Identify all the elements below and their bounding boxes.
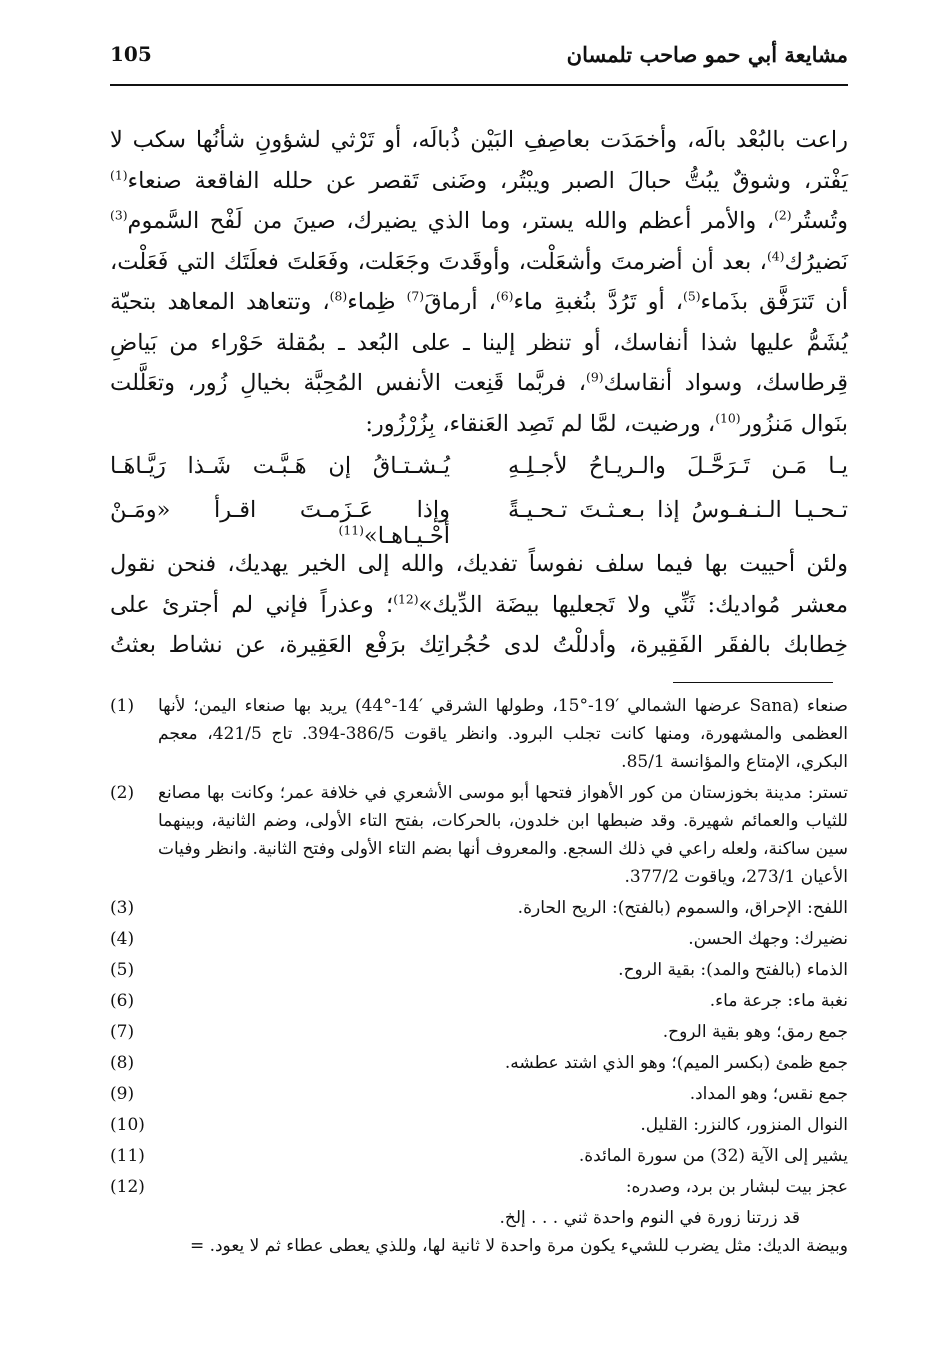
- footnote-text: جمع نقس؛ وهو المداد.: [689, 1084, 848, 1104]
- footnote: [110, 1049, 848, 1077]
- paragraph-2: [110, 544, 848, 666]
- footnote-text: يشير إلى الآية (32) من سورة المائدة.: [578, 1146, 848, 1166]
- footnote: [110, 1142, 848, 1170]
- footnote-number: [110, 1049, 158, 1077]
- verse-2-first-hemistich: تـحـيـا الـنـفـوسُ إذا بـعـثـتَ تـحـيـةً: [508, 497, 848, 523]
- footnote-number: [110, 1018, 158, 1046]
- footnote-number-label: (8): [110, 1053, 135, 1073]
- text-run: ، والأمر أعظم والله يستر، وما الذي يضيرك، صينَ من لَفْح السَّموم: [127, 208, 775, 234]
- footnote-number-label: (4): [110, 929, 135, 949]
- text-run: وتُستُر: [791, 208, 848, 234]
- text-run: ظِماء: [347, 289, 407, 315]
- footnote-text: عجز بيت لبشار بن برد، وصدره:: [625, 1177, 848, 1197]
- footnote-text: جمع رمق؛ وهو بقية الروح.: [662, 1022, 848, 1042]
- footnote: [110, 1111, 848, 1139]
- footnote-number-label: (10): [110, 1115, 145, 1135]
- footnote-ref: (6): [495, 289, 514, 304]
- footnotes: [110, 692, 848, 1260]
- footnote-number-label: (5): [110, 960, 135, 980]
- footnote-text: صنعاء (Sana عرضها الشمالي ′19-°15، وطولها الشرقي ′14-°44) يريد بها صنعاء اليمن؛ لأنها العظمى والمشهورة، ومنها كانت تجلب البرود. وانظر ياقوت 386/5-394. تاج 421/5، معجم البكري، الإمتاع والمؤانسة 85/1.: [158, 696, 848, 772]
- text-run: ، ورضيت، لمَّا لم تَصِد العَنقاء، بِزُرْزُور:: [365, 410, 716, 437]
- main-prose: [110, 120, 848, 444]
- text-run: ولئن أحييت بها فيما سلف نفوساً تفديك، والله إلى الخير يهديك، فنحن نقول معشر مُواديك: ثَنِّي ولا تَجعليها بيضَة الدِّيك»: [110, 551, 848, 618]
- text-run: ، أو تَرُدَّ بنُغبةِ ماء: [513, 289, 684, 315]
- page-header: [110, 36, 848, 76]
- footnote: [110, 692, 848, 776]
- footnote-number-label: (9): [110, 1084, 135, 1104]
- footnote-number-label: (11): [110, 1146, 145, 1166]
- footnote-ref: (11): [338, 523, 364, 538]
- footnote-number-label: (3): [110, 898, 135, 918]
- footnote-ref: (1): [110, 168, 128, 182]
- footnote: [110, 1173, 848, 1201]
- footnote-number-label: (6): [110, 991, 135, 1011]
- text-run: ، وتتعاهد المعاهد بتحيّة يُشَمُّ عليها شذا أنفاسك، أو تنظر إلينا ـ على البُعد ـ بمُقلة حَوْراء من بَياضِ قِرطاسك، وسواد أنقاسك: [110, 289, 848, 396]
- footnote-separator: [673, 682, 833, 683]
- hemistich-text: وإذا عَـزَمـتَ اقـرأ «ومَـنْ أحْـيـاهـا»: [110, 497, 450, 549]
- footnote: [110, 1018, 848, 1046]
- footnote: [110, 925, 848, 953]
- footnote-ref: (9): [586, 370, 604, 385]
- footnote-text: نغبة ماء: جرعة ماء.: [709, 991, 848, 1011]
- footnote: [110, 956, 848, 984]
- footnote-text: اللفح: الإحراق، والسموم (بالفتح): الريح الحارة.: [517, 898, 848, 918]
- poem-verse-2: [110, 497, 848, 549]
- footnote-number: [110, 987, 158, 1015]
- footnote-number: [110, 894, 158, 922]
- footnote-number: [110, 956, 158, 984]
- footnote-number-label: (2): [110, 783, 135, 803]
- footnote-text: النوال المنزور، كالنزر: القليل.: [640, 1115, 848, 1135]
- text-run: راعت بالبُعْد بالَه، وأخمَدَت بعاصِفِ البَيْن ذُبالَه، أو تَرْثي لشؤونِ شأنُها سكب لا يَفْتر، وشوقٌ يبُتُّ حبالَ الصبر ويبْتُر، وضَنى تَقصر عن حلله الفاقعة صنعاء: [110, 127, 848, 194]
- footnote-number: [110, 692, 158, 776]
- footnote-number: [110, 1080, 158, 1108]
- footnote-text: جمع ظمئ (بكسر الميم)؛ وهو الذي اشتد عطشه.: [504, 1053, 848, 1073]
- footnote-continuation: وبيضة الديك: مثل يضرب للشيء يكون مرة واحدة لا ثانية لها، وللذي يعطى عطاء ثم لا يعود. =: [189, 1236, 848, 1256]
- page-number: 105: [110, 42, 152, 66]
- footnote-ref: (5): [683, 289, 701, 304]
- footnote-number: [110, 779, 158, 891]
- footnote-text: تستر: مدينة بخوزستان من كور الأهواز فتحها أبو موسى الأشعري في خلافة عمر؛ وكانت بها مصانع للثياب والعمائم شهيرة. وقد ضبطها ابن خلدون، بالحركات، بفتح التاء الأولى، وضم الثانية، وبينهما سين ساكنة، ولعله راعي في ذلك السجع. والمعروف أنها بضم التاء الأولى وفتح الثانية. وانظر وفيات الأعيان 273/1، وياقوت 377/2.: [158, 783, 848, 887]
- footnote-number: [110, 1111, 158, 1139]
- footnote-number: [110, 925, 158, 953]
- footnote-ref: (8): [329, 289, 348, 304]
- footnote-text: نضيرك: وجهك الحسن.: [688, 929, 848, 949]
- header-rule: [110, 84, 848, 86]
- footnote-text: الذماء (بالفتح والمد): بقية الروح.: [618, 960, 848, 980]
- poem-verse-1: [110, 453, 848, 493]
- footnote-ref: (2): [774, 208, 792, 223]
- footnote-number: [110, 1142, 158, 1170]
- text-run: ؛ وعذراً فإني لم أجترئ على خِطابك بالفقَر الفَقِيرة، وأدللْتُ لدى حُجُراتِك برَفْع العَقِيرة، عن نشاط بعثتُ: [110, 591, 848, 658]
- footnote-ref: (3): [110, 208, 128, 223]
- footnote-quoted-verse: قد زرتنا زورة في النوم واحدة ثني . . . إلخ.: [499, 1208, 800, 1228]
- verse-1-first-hemistich: يـا مَـن تَـرَحَّـلَ والـريـاحُ لأجـلِـهِ: [508, 453, 848, 479]
- footnote: [110, 894, 848, 922]
- text-run: ، بعد أن أضرمتَ وأشعَلْت، وأوقَدتَ وجَعَلت، وفَعَلتَ فعلَتَك التي فَعَلْت، أن تَترَفَّق بذَماء: [110, 248, 848, 315]
- footnote-number-label: (12): [110, 1177, 145, 1197]
- text-run: ، فربَّما قَنِعت الأنفس المُحِبَّة بخيالِ زُور، وتعَلَّلت بنَوال مَنزُور: [110, 370, 848, 437]
- running-title: مشايعة أبي حمو صاحب تلمسان: [566, 42, 848, 67]
- verse-1-second-hemistich: يُـشـتـاقُ إن هَـبَّـت شَـذا رَيَّـاهَـا: [110, 453, 450, 479]
- closing-prose: [110, 544, 848, 666]
- footnote-number: [110, 1173, 158, 1201]
- footnote: [110, 987, 848, 1015]
- footnote: [110, 1080, 848, 1108]
- footnote-ref: (4): [766, 249, 785, 263]
- footnote-number-label: (1): [110, 696, 135, 716]
- verse-2-second-hemistich: [110, 497, 450, 549]
- footnote: [110, 779, 848, 891]
- footnote-ref: (10): [715, 411, 741, 425]
- paragraph-1: [110, 120, 848, 444]
- footnote-number-label: (7): [110, 1022, 135, 1042]
- footnote-ref: (7): [406, 289, 425, 304]
- footnote-ref: (12): [393, 592, 419, 606]
- text-run: ، أرماقَ: [424, 289, 496, 315]
- text-run: نَضيرُك: [784, 248, 848, 275]
